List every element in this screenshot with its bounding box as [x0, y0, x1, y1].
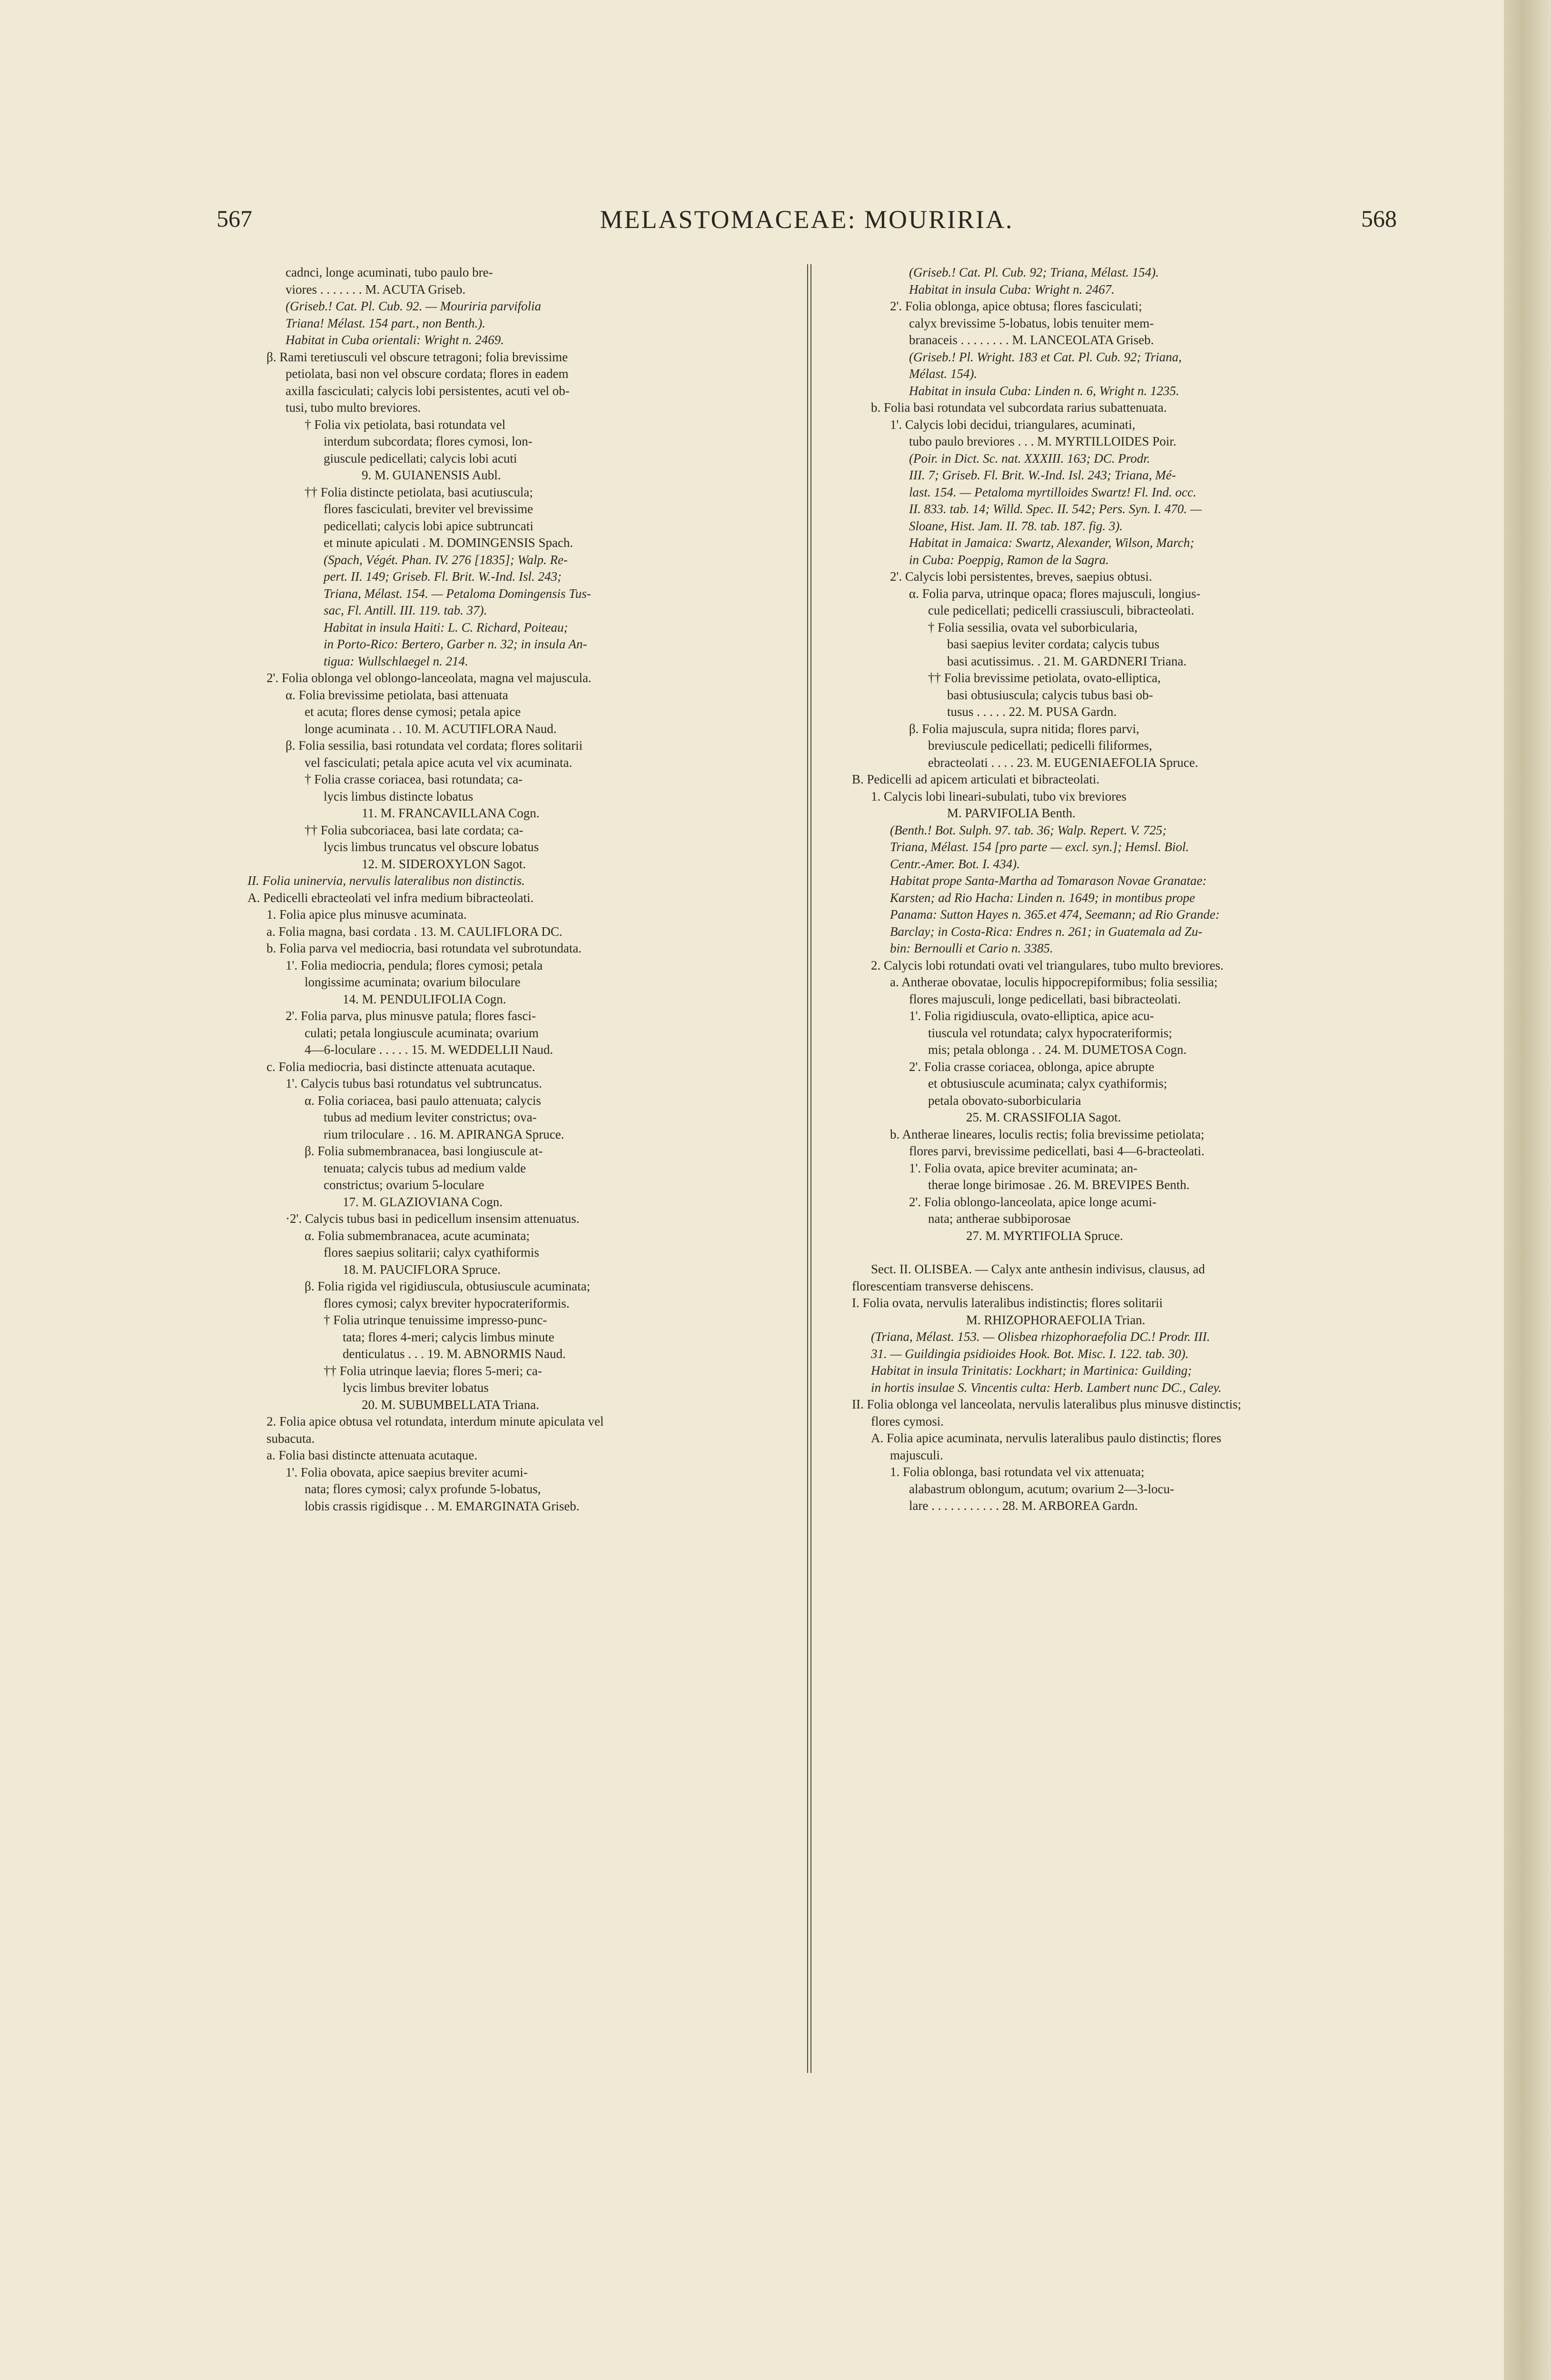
page-number-left: 567: [217, 205, 252, 232]
text-line: 20. M. SUBUMBELLATA Triana.: [362, 1397, 539, 1412]
page-number-right: 568: [1361, 205, 1397, 232]
text-line: flores cymosi; calyx breviter hypocrateriformis.: [324, 1296, 570, 1310]
text-line: 1. Folia oblonga, basi rotundata vel vix attenuata;: [890, 1465, 1145, 1479]
text-line: Triana! Mélast. 154 part., non Benth.).: [286, 316, 485, 330]
text-line: pedicellati; calycis lobi apice subtruncati: [324, 518, 533, 533]
text-line: A. Folia apice acuminata, nervulis lateralibus paulo distinctis; flores: [871, 1431, 1222, 1445]
text-line: 2'. Folia oblonga vel oblongo-lanceolata, magna vel majuscula.: [267, 671, 592, 685]
text-line: 1. Calycis lobi lineari-subulati, tubo vix breviores: [871, 789, 1126, 803]
text-line: lycis limbus distincte lobatus: [324, 789, 474, 803]
text-line: Barclay; in Costa-Rica: Endres n. 261; in Guatemala ad Zu-: [890, 924, 1203, 939]
text-line: branaceis . . . . . . . . M. LANCEOLATA Griseb.: [909, 333, 1154, 347]
text-line: et obtusiuscule acuminata; calyx cyathiformis;: [928, 1076, 1167, 1091]
text-line: calyx brevissime 5-lobatus, lobis tenuiter mem-: [909, 316, 1154, 330]
text-line: II. 833. tab. 14; Willd. Spec. II. 542; Pers. Syn. I. 470. —: [909, 502, 1202, 516]
text-line: florescentiam transverse dehiscens.: [852, 1279, 1034, 1293]
text-line: viores . . . . . . . M. ACUTA Griseb.: [286, 282, 466, 297]
text-line: † Folia utrinque tenuissime impresso-punc-: [324, 1313, 547, 1327]
text-line: Sloane, Hist. Jam. II. 78. tab. 187. fig. 3).: [909, 518, 1123, 533]
text-line: † Folia sessilia, ovata vel suborbicularia,: [928, 620, 1138, 635]
text-line: α. Folia parva, utrinque opaca; flores majusculi, longius-: [909, 586, 1201, 601]
text-line: 18. M. PAUCIFLORA Spruce.: [343, 1262, 501, 1277]
text-line: 14. M. PENDULIFOLIA Cogn.: [343, 992, 506, 1006]
text-line: c. Folia mediocria, basi distincte attenuata acutaque.: [267, 1059, 535, 1074]
left-column: [247, 264, 804, 1515]
text-line: (Griseb.! Cat. Pl. Cub. 92; Triana, Mélast. 154).: [909, 265, 1159, 279]
text-line: Habitat in insula Haiti: L. C. Richard, Poiteau;: [324, 620, 568, 635]
text-line: petala obovato-suborbicularia: [928, 1093, 1081, 1108]
text-line: nata; flores cymosi; calyx profunde 5-lobatus,: [305, 1482, 541, 1496]
text-line: 25. M. CRASSIFOLIA Sagot.: [966, 1110, 1121, 1124]
text-line: petiolata, basi non vel obscure cordata; flores in eadem: [286, 367, 569, 381]
text-line: vel fasciculati; petala apice acuta vel vix acuminata.: [305, 755, 573, 770]
text-line: Panama: Sutton Hayes n. 365.et 474, Seemann; ad Rio Grande:: [890, 907, 1220, 922]
text-line: 17. M. GLAZIOVIANA Cogn.: [343, 1194, 503, 1209]
text-line: longe acuminata . . 10. M. ACUTIFLORA Naud.: [305, 721, 557, 736]
text-line: alabastrum oblongum, acutum; ovarium 2—3-locu-: [909, 1481, 1175, 1496]
text-line: b. Folia parva vel mediocria, basi rotundata vel subrotundata.: [267, 941, 582, 955]
text-line: (Benth.! Bot. Sulph. 97. tab. 36; Walp. Repert. V. 725;: [890, 823, 1167, 837]
text-line: 4—6-loculare . . . . . 15. M. WEDDELLII Naud.: [305, 1042, 553, 1057]
text-line: M. RHIZOPHORAEFOLIA Trian.: [966, 1312, 1146, 1327]
text-line: tigua: Wullschlaegel n. 214.: [324, 654, 468, 668]
text-line: Triana, Mélast. 154 [pro parte — excl. syn.]; Hemsl. Biol.: [890, 840, 1189, 854]
text-line: B. Pedicelli ad apicem articulati et bibracteolati.: [852, 772, 1100, 786]
text-line: 2'. Folia crasse coriacea, oblonga, apice abrupte: [909, 1059, 1155, 1074]
page-edge: [1504, 0, 1551, 2380]
text-line: a. Antherae obovatae, loculis hippocrepiformibus; folia sessilia;: [890, 975, 1218, 989]
text-line: culati; petala longiuscule acuminata; ovarium: [305, 1025, 539, 1040]
text-line: 27. M. MYRTIFOLIA Spruce.: [966, 1228, 1123, 1243]
text-line: breviuscule pedicellati; pedicelli filiformes,: [928, 738, 1152, 753]
text-line: 1'. Folia mediocria, pendula; flores cymosi; petala: [286, 958, 543, 972]
text-line: I. Folia ovata, nervulis lateralibus indistinctis; flores solitarii: [852, 1296, 1163, 1310]
text-line: flores saepius solitarii; calyx cyathiformis: [324, 1245, 539, 1259]
text-line: lycis limbus truncatus vel obscure lobatus: [324, 840, 539, 854]
text-line: III. 7; Griseb. Fl. Brit. W.-Ind. Isl. 243; Triana, Mé-: [909, 468, 1176, 482]
text-line: nata; antherae subbiporosae: [928, 1211, 1071, 1226]
text-line: 11. M. FRANCAVILLANA Cogn.: [362, 806, 540, 820]
text-line: †† Folia utrinque laevia; flores 5-meri; ca-: [324, 1363, 542, 1378]
text-line: cule pedicellati; pedicelli crassiusculi, bibracteolati.: [928, 603, 1195, 617]
text-line: β. Folia rigida vel rigidiuscula, obtusiuscule acuminata;: [305, 1279, 591, 1293]
text-line: II. Folia uninervia, nervulis lateralibus non distinctis.: [247, 873, 525, 888]
text-line: a. Folia basi distincte attenuata acutaque.: [267, 1448, 478, 1462]
text-line: 1'. Folia rigidiuscula, ovato-elliptica, apice acu-: [909, 1009, 1154, 1023]
text-line: β. Folia sessilia, basi rotundata vel cordata; flores solitarii: [286, 738, 583, 753]
text-line: ·2'. Calycis tubus basi in pedicellum insensim attenuatus.: [286, 1211, 580, 1226]
text-line: † Folia vix petiolata, basi rotundata vel: [305, 417, 506, 432]
text-line: tubo paulo breviores . . . M. MYRTILLOIDES Poir.: [909, 434, 1176, 448]
text-line: mis; petala oblonga . . 24. M. DUMETOSA Cogn.: [928, 1042, 1187, 1057]
text-line: β. Folia majuscula, supra nitida; flores parvi,: [909, 721, 1139, 736]
text-line: majusculi.: [890, 1448, 943, 1462]
text-line: flores majusculi, longe pedicellati, basi bibracteolati.: [909, 992, 1181, 1006]
text-line: basi obtusiuscula; calycis tubus basi ob-: [947, 687, 1153, 702]
text-line: therae longe birimosae . 26. M. BREVIPES Benth.: [928, 1178, 1190, 1192]
text-line: lobis crassis rigidisque . . M. EMARGINATA Griseb.: [305, 1498, 580, 1513]
text-line: lare . . . . . . . . . . . 28. M. ARBOREA Gardn.: [909, 1498, 1138, 1513]
text-line: 2. Calycis lobi rotundati ovati vel triangulares, tubo multo breviores.: [871, 958, 1224, 972]
text-line: b. Folia basi rotundata vel subcordata rarius subattenuata.: [871, 400, 1167, 415]
text-line: a. Folia magna, basi cordata . 13. M. CAULIFLORA DC.: [267, 924, 563, 939]
text-line: tubus ad medium leviter constrictus; ova-: [324, 1110, 537, 1124]
text-line: M. PARVIFOLIA Benth.: [947, 806, 1076, 820]
text-line: basi saepius leviter cordata; calycis tubus: [947, 637, 1160, 651]
text-line: tusus . . . . . 22. M. PUSA Gardn.: [947, 704, 1117, 719]
right-column: [852, 264, 1409, 1515]
text-line: 12. M. SIDEROXYLON Sagot.: [362, 856, 526, 871]
text-line: axilla fasciculati; calycis lobi persistentes, acuti vel ob-: [286, 383, 570, 398]
text-line: Karsten; ad Rio Hacha: Linden n. 1649; in montibus prope: [890, 890, 1195, 905]
text-line: 2'. Calycis lobi persistentes, breves, saepius obtusi.: [890, 569, 1152, 584]
text-line: 2'. Folia oblonga, apice obtusa; flores fasciculati;: [890, 299, 1142, 313]
text-line: †† Folia brevissime petiolata, ovato-elliptica,: [928, 671, 1161, 685]
text-line: Sect. II. OLISBEA. — Calyx ante anthesin indivisus, clausus, ad: [871, 1262, 1205, 1276]
text-line: β. Rami teretiusculi vel obscure tetragoni; folia brevissime: [267, 349, 568, 364]
text-line: (Poir. in Dict. Sc. nat. XXXIII. 163; DC. Prodr.: [909, 451, 1150, 466]
text-line: tusi, tubo multo breviores.: [286, 400, 421, 415]
text-line: interdum subcordata; flores cymosi, lon-: [324, 434, 533, 448]
text-line: α. Folia brevissime petiolata, basi attenuata: [286, 687, 508, 702]
text-line: flores cymosi.: [871, 1414, 944, 1428]
text-line: [852, 1244, 1409, 1261]
text-line: flores fasciculati, breviter vel brevissime: [324, 502, 533, 516]
text-line: tata; flores 4-meri; calycis limbus minute: [343, 1329, 554, 1344]
text-line: flores parvi, brevissime pedicellati, basi 4—6-bracteolati.: [909, 1144, 1205, 1158]
text-line: 2'. Folia parva, plus minusve patula; flores fasci-: [286, 1009, 536, 1023]
text-line: rium triloculare . . 16. M. APIRANGA Spruce.: [324, 1127, 564, 1141]
text-line: 9. M. GUIANENSIS Aubl.: [362, 468, 501, 482]
text-line: pert. II. 149; Griseb. Fl. Brit. W.-Ind. Isl. 243;: [324, 569, 562, 584]
text-line: β. Folia submembranacea, basi longiuscule at-: [305, 1144, 543, 1158]
text-line: in Porto-Rico: Bertero, Garber n. 32; in insula An-: [324, 637, 587, 651]
text-line: b. Antherae lineares, loculis rectis; folia brevissime petiolata;: [890, 1127, 1205, 1141]
text-line: Habitat in insula Cuba: Wright n. 2467.: [909, 282, 1115, 297]
running-title: MELASTOMACEAE: MOURIRIA.: [600, 205, 1014, 234]
text-line: in hortis insulae S. Vincentis culta: Herb. Lambert nunc DC., Caley.: [871, 1380, 1222, 1395]
text-line: † Folia crasse coriacea, basi rotundata; ca-: [305, 772, 523, 786]
text-line: 1'. Calycis lobi decidui, triangulares, acuminati,: [890, 417, 1136, 432]
text-line: ebracteolati . . . . 23. M. EUGENIAEFOLIA Spruce.: [928, 755, 1198, 770]
text-line: Habitat in Jamaica: Swartz, Alexander, Wilson, March;: [909, 536, 1195, 550]
text-line: constrictus; ovarium 5-loculare: [324, 1178, 484, 1192]
text-line: †† Folia subcoriacea, basi late cordata; ca-: [305, 823, 524, 837]
text-line: 1'. Folia ovata, apice breviter acuminata; an-: [909, 1160, 1138, 1175]
text-line: giuscule pedicellati; calycis lobi acuti: [324, 451, 517, 466]
column-divider: [807, 264, 811, 2073]
text-line: 1. Folia apice plus minusve acuminata.: [267, 907, 467, 922]
text-line: et minute apiculati . M. DOMINGENSIS Spach.: [324, 536, 573, 550]
text-line: Centr.-Amer. Bot. I. 434).: [890, 856, 1020, 871]
text-line: tenuata; calycis tubus ad medium valde: [324, 1160, 526, 1175]
text-line: 1'. Folia obovata, apice saepius breviter acumi-: [286, 1465, 528, 1479]
text-line: (Griseb.! Cat. Pl. Cub. 92. — Mouriria parvifolia: [286, 299, 542, 313]
text-line: 1'. Calycis tubus basi rotundatus vel subtruncatus.: [286, 1076, 542, 1091]
text-line: α. Folia coriacea, basi paulo attenuata; calycis: [305, 1093, 541, 1108]
text-line: α. Folia submembranacea, acute acuminata;: [305, 1228, 530, 1243]
text-line: 2'. Folia oblongo-lanceolata, apice longe acumi-: [909, 1194, 1156, 1209]
text-line: denticulatus . . . 19. M. ABNORMIS Naud.: [343, 1347, 566, 1361]
text-line: II. Folia oblonga vel lanceolata, nervulis lateralibus plus minusve distinctis;: [852, 1397, 1242, 1411]
text-line: (Griseb.! Pl. Wright. 183 et Cat. Pl. Cub. 92; Triana,: [909, 349, 1182, 364]
text-line: 2. Folia apice obtusa vel rotundata, interdum minute apiculata vel: [267, 1414, 604, 1428]
text-line: cadnci, longe acuminati, tubo paulo bre-: [286, 265, 493, 279]
page-header: [217, 205, 1397, 238]
text-line: et acuta; flores dense cymosi; petala apice: [305, 704, 521, 719]
text-line: basi acutissimus. . 21. M. GARDNERI Triana.: [947, 654, 1187, 668]
text-line: in Cuba: Poeppig, Ramon de la Sagra.: [909, 552, 1109, 567]
text-line: Habitat in insula Cuba: Linden n. 6, Wright n. 1235.: [909, 383, 1179, 398]
text-line: †† Folia distincte petiolata, basi acutiuscula;: [305, 485, 533, 499]
text-line: tiuscula vel rotundata; calyx hypocrateriformis;: [928, 1025, 1172, 1040]
text-line: Mélast. 154).: [909, 367, 978, 381]
text-line: sac, Fl. Antill. III. 119. tab. 37).: [324, 603, 487, 617]
text-line: A. Pedicelli ebracteolati vel infra medium bibracteolati.: [247, 890, 534, 905]
text-line: (Triana, Mélast. 153. — Olisbea rhizophoraefolia DC.! Prodr. III.: [871, 1329, 1210, 1344]
text-line: last. 154. — Petaloma myrtilloides Swartz! Fl. Ind. occ.: [909, 485, 1196, 499]
text-line: 31. — Guildingia psidioides Hook. Bot. Misc. I. 122. tab. 30).: [871, 1346, 1189, 1361]
text-line: Habitat in Cuba orientali: Wright n. 2469.: [286, 333, 504, 347]
text-line: bin: Bernoulli et Cario n. 3385.: [890, 941, 1053, 955]
text-line: (Spach, Végét. Phan. IV. 276 [1835]; Walp. Re-: [324, 552, 568, 567]
text-line: Habitat in insula Trinitatis: Lockhart; in Martinica: Guilding;: [871, 1363, 1192, 1378]
text-line: Habitat prope Santa-Martha ad Tomarason Novae Granatae:: [890, 873, 1207, 888]
text-line: lycis limbus breviter lobatus: [343, 1380, 489, 1395]
text-line: longissime acuminata; ovarium biloculare: [305, 975, 521, 989]
text-line: Triana, Mélast. 154. — Petaloma Domingensis Tus-: [324, 586, 591, 601]
text-line: subacuta.: [267, 1431, 315, 1446]
